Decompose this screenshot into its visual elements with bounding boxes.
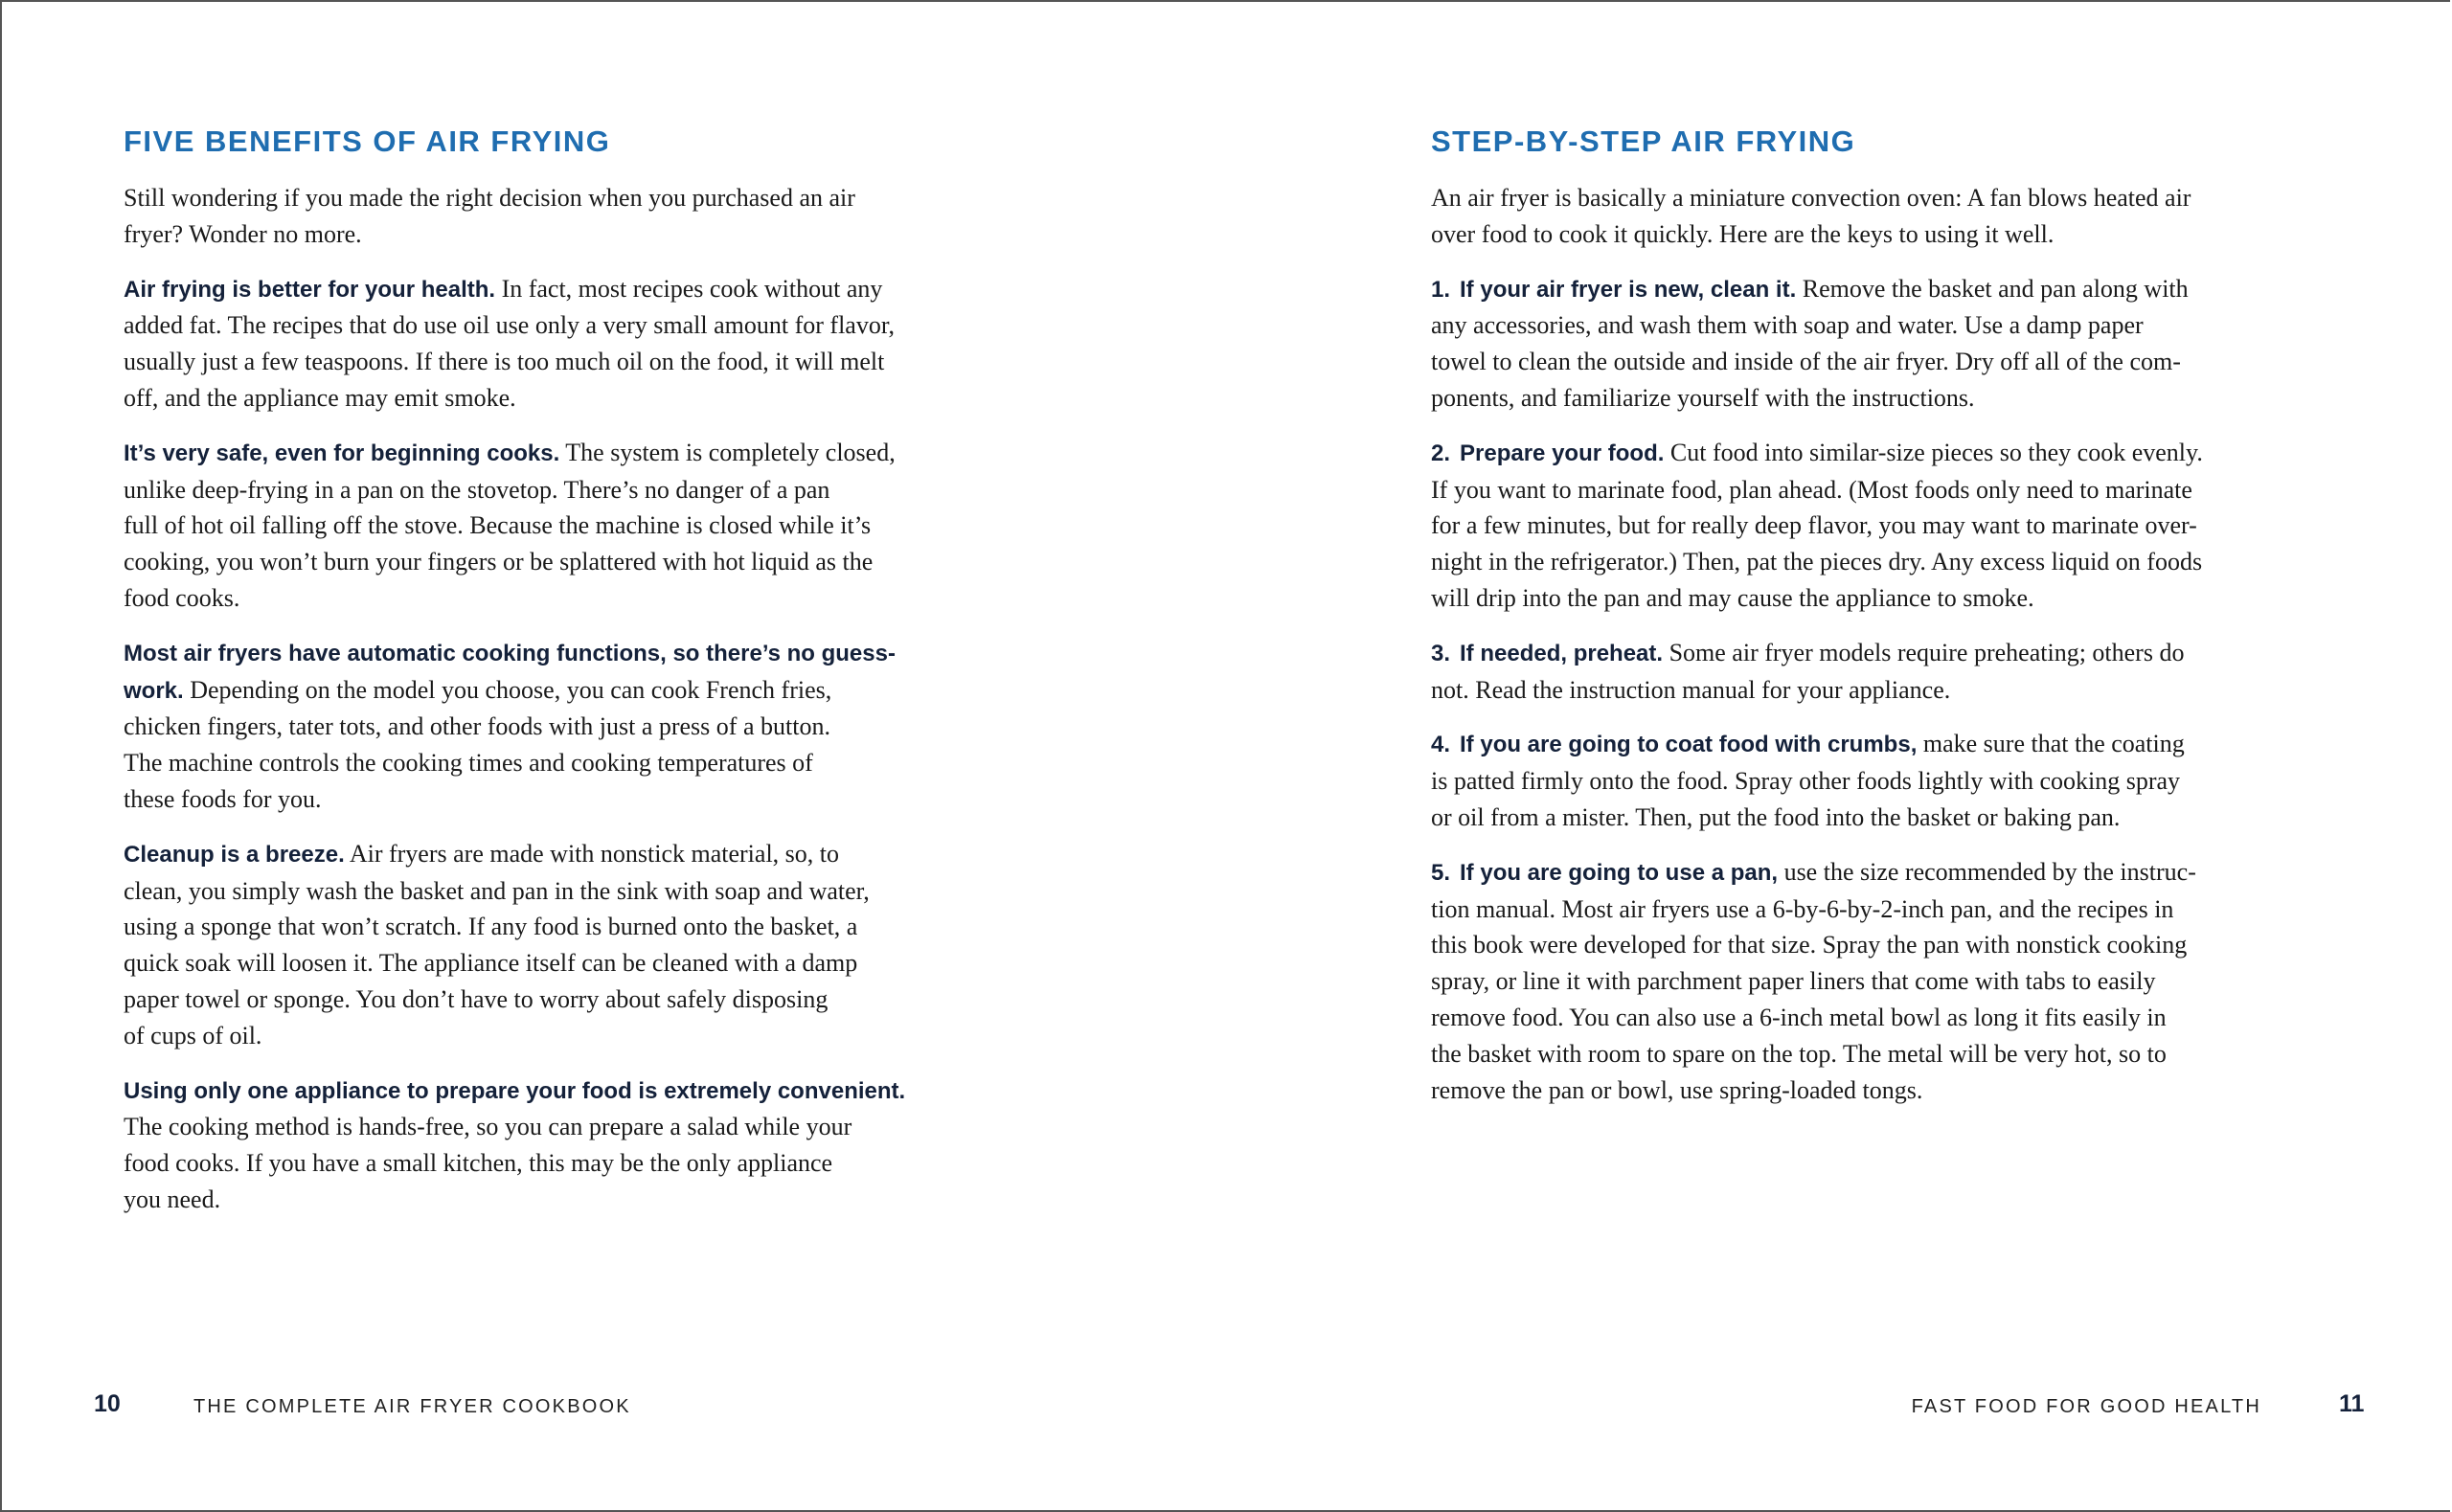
paragraph-lead: Cleanup is a breeze. [124, 841, 345, 868]
paragraph-cleanup [124, 836, 1081, 1054]
text-line: the basket with room to spare on the top. The metal will be very hot, so to [1431, 1039, 2167, 1068]
paragraph-convenient [124, 1072, 1081, 1218]
text-line: Still wondering if you made the right decision when you purchased an air [124, 184, 855, 212]
text-line: over food to cook it quickly. Here are the keys to using it well. [1431, 219, 2055, 248]
step-lead: If needed, preheat. [1460, 640, 1664, 666]
text-line: In fact, most recipes cook without any [495, 274, 883, 303]
text-line: Remove the basket and pan along with [1796, 274, 2189, 303]
text-line: remove the pan or bowl, use spring-loaded tongs. [1431, 1075, 1923, 1104]
text-line: is patted firmly onto the food. Spray other foods lightly with cooking spray [1431, 767, 2181, 796]
step-number: 3. [1431, 640, 1451, 666]
paragraph-lead: Using only one appliance to prepare your food is extremely convenient. [124, 1077, 906, 1104]
text-line: usually just a few teaspoons. If there is too much oil on the food, it will melt [124, 348, 885, 376]
text-line: quick soak will loosen it. The appliance itself can be cleaned with a damp [124, 949, 858, 978]
text-line: unlike deep-frying in a pan on the stovetop. There’s no danger of a pan [124, 475, 830, 504]
paragraph-lead: It’s very safe, even for beginning cooks. [124, 440, 560, 466]
text-line: clean, you simply wash the basket and pan in the sink with soap and water, [124, 876, 870, 905]
text-line: An air fryer is basically a miniature convection oven: A fan blows heated air [1431, 184, 2191, 212]
step-lead: If your air fryer is new, clean it. [1460, 276, 1797, 303]
step-lead: Prepare your food. [1460, 440, 1665, 466]
step-1 [1431, 271, 2389, 417]
paragraph-safety [124, 435, 1081, 617]
text-line: paper towel or sponge. You don’t have to worry about safely disposing [124, 984, 829, 1013]
text-line: tion manual. Most air fryers use a 6-by-6-by-2-inch pan, and the recipes in [1431, 894, 2174, 923]
paragraph-intro [1431, 180, 2389, 253]
text-line: or oil from a mister. Then, put the food into the basket or baking pan. [1431, 802, 2121, 831]
step-number: 4. [1431, 732, 1451, 758]
paragraph-lead-cont: work. [124, 677, 184, 704]
text-line: night in the refrigerator.) Then, pat the pieces dry. Any excess liquid on foods [1431, 548, 2203, 576]
text-line: ponents, and familiarize yourself with the instructions. [1431, 383, 1975, 412]
paragraph-lead: Most air fryers have automatic cooking functions, so there’s no guess- [124, 640, 896, 666]
paragraph-lead: Air frying is better for your health. [124, 276, 496, 303]
text-line: spray, or line it with parchment paper liners that come with tabs to easily [1431, 967, 2156, 996]
step-2 [1431, 435, 2389, 617]
step-number: 5. [1431, 859, 1451, 886]
text-line: full of hot oil falling off the stove. Because the machine is closed while it’s [124, 511, 872, 540]
text-line: Some air fryer models require preheating; others do [1663, 638, 2185, 666]
text-line: of cups of oil. [124, 1021, 262, 1049]
text-line: will drip into the pan and may cause the appliance to smoke. [1431, 583, 2034, 612]
text-line: chicken fingers, tater tots, and other foods with just a press of a button. [124, 712, 830, 741]
step-4 [1431, 726, 2389, 835]
text-line: cooking, you won’t burn your fingers or be splattered with hot liquid as the [124, 548, 874, 576]
text-line: The system is completely closed, [559, 438, 896, 466]
text-line: remove food. You can also use a 6-inch metal bowl as long it fits easily in [1431, 1003, 2167, 1031]
text-line: you need. [124, 1185, 221, 1213]
step-number: 1. [1431, 276, 1451, 303]
text-line: The cooking method is hands-free, so you can prepare a salad while your [124, 1113, 852, 1141]
text-line: food cooks. [124, 583, 240, 612]
text-line: added fat. The recipes that do use oil use only a very small amount for flavor, [124, 311, 895, 340]
right-heading: STEP-BY-STEP AIR FRYING [1431, 124, 1856, 158]
step-number: 2. [1431, 440, 1451, 466]
text-line: Air fryers are made with nonstick material, so, to [344, 839, 840, 868]
step-lead: If you are going to coat food with crumbs, [1460, 732, 1918, 758]
right-page-number: 11 [2339, 1390, 2365, 1417]
text-line: make sure that the coating [1917, 730, 2185, 758]
step-lead: If you are going to use a pan, [1460, 859, 1779, 886]
step-3 [1431, 635, 2389, 709]
right-page-content [1431, 123, 2389, 1126]
text-line: these foods for you. [124, 784, 322, 813]
left-heading: FIVE BENEFITS OF AIR FRYING [124, 124, 611, 158]
step-5 [1431, 854, 2389, 1109]
text-line: for a few minutes, but for really deep flavor, you may want to marinate over- [1431, 511, 2197, 540]
text-line: not. Read the instruction manual for your appliance. [1431, 675, 1951, 704]
left-running-head: THE COMPLETE AIR FRYER COOKBOOK [193, 1396, 631, 1417]
paragraph-automatic [124, 635, 1081, 818]
text-line: using a sponge that won’t scratch. If any food is burned onto the basket, a [124, 913, 858, 941]
text-line: any accessories, and wash them with soap and water. Use a damp paper [1431, 311, 2144, 340]
text-line: If you want to marinate food, plan ahead. (Most foods only need to marinate [1431, 475, 2192, 504]
left-page-content [124, 123, 1081, 1236]
text-line: Depending on the model you choose, you can cook French fries, [183, 675, 832, 704]
left-page-number: 10 [94, 1390, 121, 1417]
text-line: use the size recommended by the instruc- [1778, 857, 2196, 886]
paragraph-intro [124, 180, 1081, 253]
paragraph-health [124, 271, 1081, 417]
right-running-head: FAST FOOD FOR GOOD HEALTH [1911, 1396, 2261, 1417]
text-line: food cooks. If you have a small kitchen, this may be the only appliance [124, 1149, 833, 1178]
text-line: towel to clean the outside and inside of the air fryer. Dry off all of the com- [1431, 348, 2181, 376]
text-line: Cut food into similar-size pieces so they cook evenly. [1664, 438, 2203, 466]
text-line: fryer? Wonder no more. [124, 219, 362, 248]
text-line: off, and the appliance may emit smoke. [124, 383, 516, 412]
text-line: The machine controls the cooking times and cooking temperatures of [124, 749, 813, 778]
text-line: this book were developed for that size. Spray the pan with nonstick cooking [1431, 931, 2188, 959]
